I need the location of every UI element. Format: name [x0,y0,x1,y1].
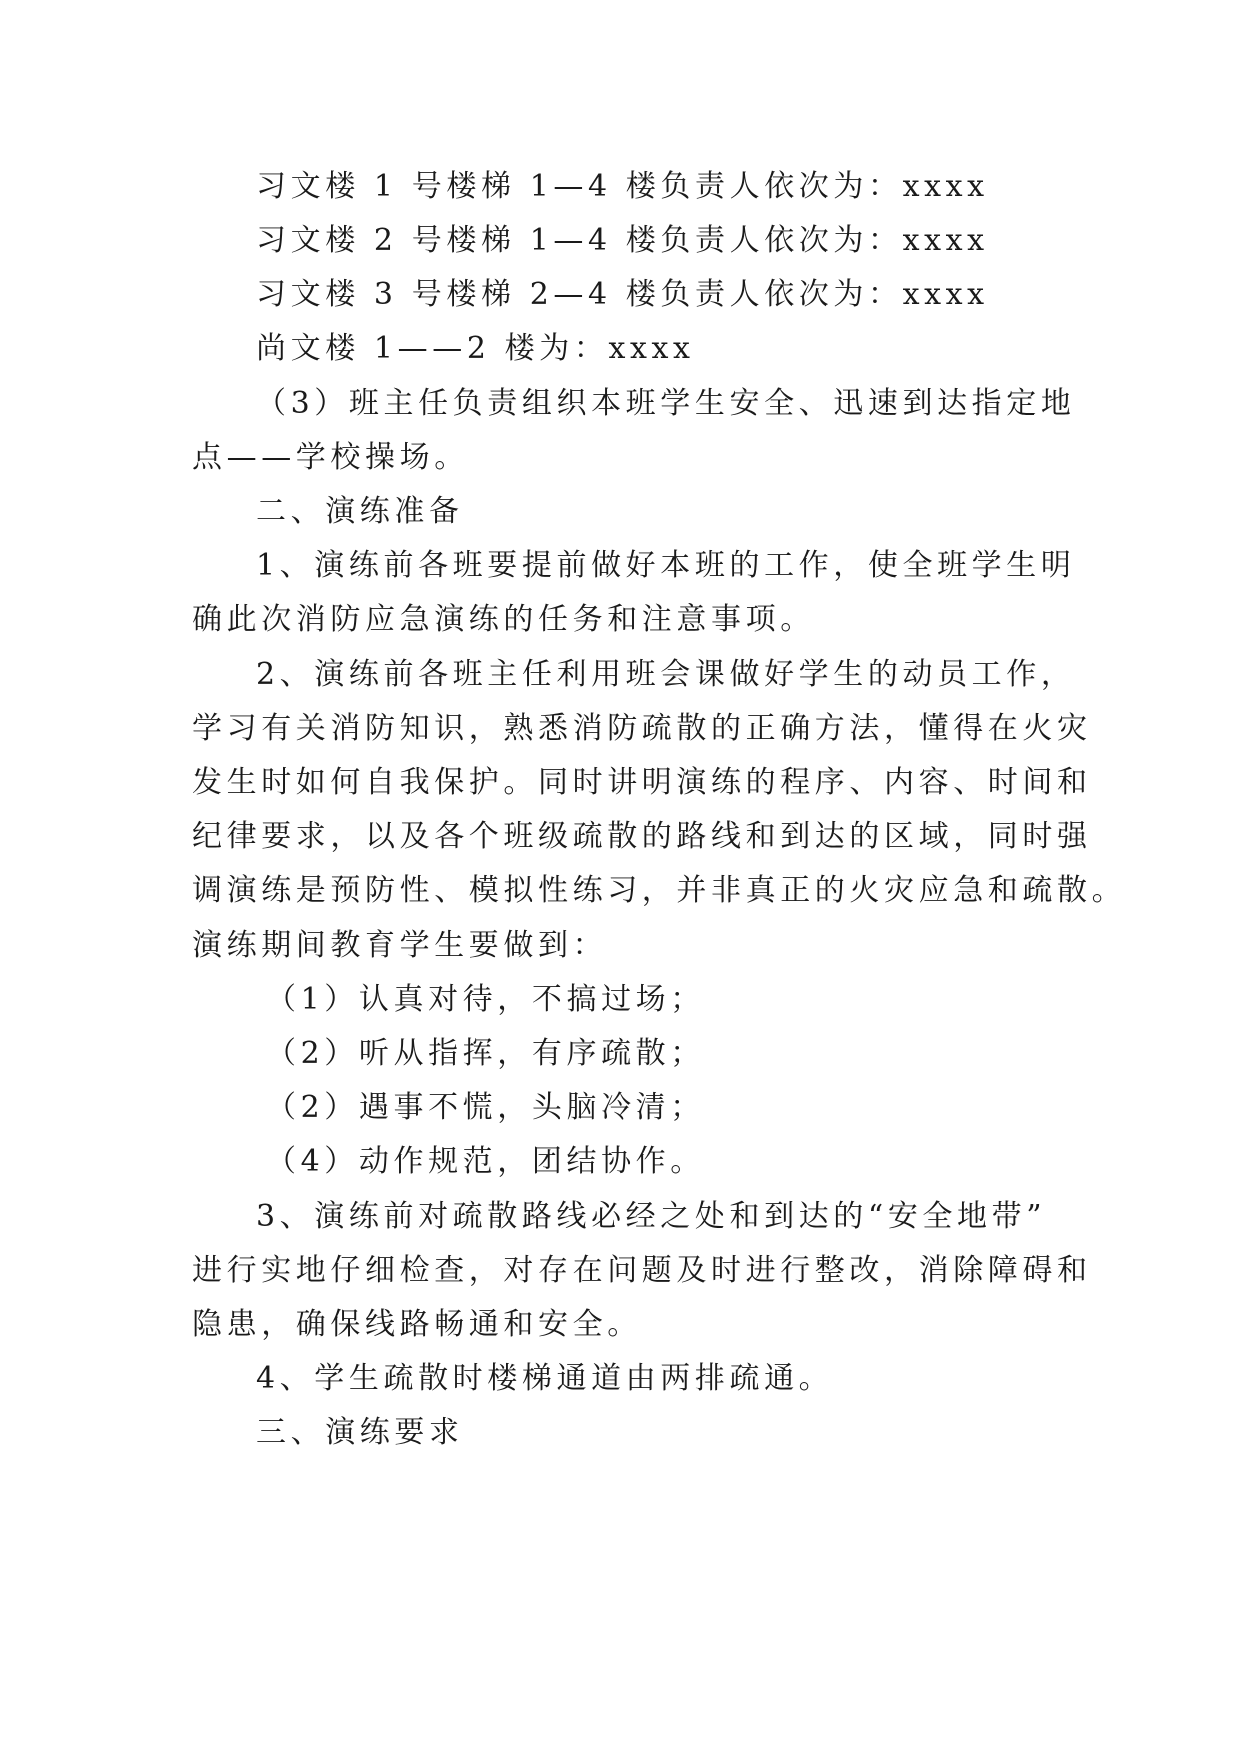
student-requirement-item: （2）听从指挥，有序疏散； [266,1036,705,1071]
student-requirement-item: （2）遇事不慌，头脑冷清； [266,1090,705,1125]
staircase-3-responsible-line: 习文楼 3 号楼梯 2—4 楼负责人依次为：xxxx [256,277,989,312]
prep-item-2-line: 纪律要求，以及各个班级疏散的路线和到达的区域，同时强 [192,819,1092,854]
prep-item-3-line: 进行实地仔细检查，对存在问题及时进行整改，消除障碍和 [192,1253,1092,1288]
section-heading-preparation: 二、演练准备 [256,494,464,529]
prep-item-3-line: 隐患，确保线路畅通和安全。 [192,1307,642,1342]
prep-item-2-line: 2、演练前各班主任利用班会课做好学生的动员工作， [256,657,1076,692]
prep-item-3-line: 3、演练前对疏散路线必经之处和到达的“安全地带” [256,1199,1047,1234]
prep-item-1-line: 确此次消防应急演练的任务和注意事项。 [192,602,815,637]
student-requirement-item: （1）认真对待，不搞过场； [266,982,705,1017]
prep-item-1-line: 1、演练前各班要提前做好本班的工作，使全班学生明 [256,548,1076,583]
prep-item-2-line: 学习有关消防知识，熟悉消防疏散的正确方法，懂得在火灾 [192,711,1092,746]
prep-item-4-line: 4、学生疏散时楼梯通道由两排疏通。 [256,1361,834,1396]
item-3-paragraph-line: （3）班主任负责组织本班学生安全、迅速到达指定地 [256,386,1076,421]
shangwen-building-line: 尚文楼 1——2 楼为：xxxx [256,331,695,366]
staircase-2-responsible-line: 习文楼 2 号楼梯 1—4 楼负责人依次为：xxxx [256,223,989,258]
prep-item-2-line: 调演练是预防性、模拟性练习，并非真正的火灾应急和疏散。 [192,873,1127,908]
student-requirement-item: （4）动作规范，团结协作。 [266,1144,705,1179]
staircase-1-responsible-line: 习文楼 1 号楼梯 1—4 楼负责人依次为：xxxx [256,169,989,204]
item-3-paragraph-line: 点——学校操场。 [192,440,469,475]
prep-item-2-line: 演练期间教育学生要做到： [192,928,608,963]
prep-item-2-line: 发生时如何自我保护。同时讲明演练的程序、内容、时间和 [192,765,1092,800]
section-heading-requirements: 三、演练要求 [256,1415,464,1450]
